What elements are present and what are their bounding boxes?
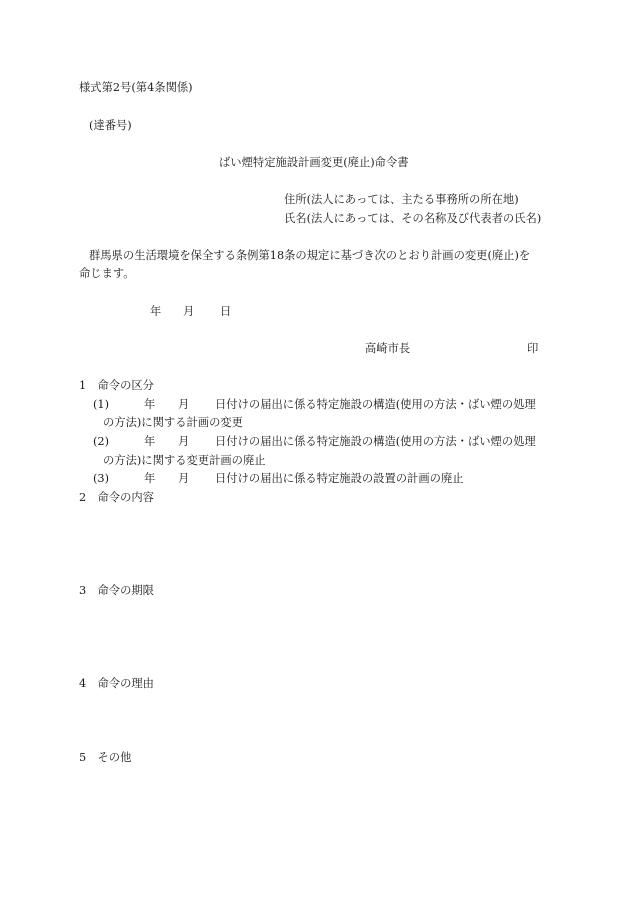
- form-number: 様式第2号(第4条関係): [79, 81, 193, 94]
- section-2-heading: 2 命令の内容: [79, 491, 154, 504]
- item-year: 年: [144, 472, 156, 485]
- item-number: (2): [93, 435, 110, 448]
- issuer-title: 高崎市長: [365, 342, 411, 355]
- item-month: 月: [178, 435, 190, 448]
- item-text-line-1: 日付けの届出に係る特定施設の構造(使用の方法・ばい煙の処理: [215, 398, 536, 411]
- serial-number: (達番号): [89, 119, 132, 132]
- date-year: 年: [150, 305, 162, 318]
- document-title: ばい煙特定施設計画変更(廃止)命令書: [219, 156, 409, 169]
- addressee-name-label: 氏名(法人にあっては、その名称及び代表者の氏名): [284, 212, 542, 225]
- item-number: (1): [93, 398, 110, 411]
- date-day: 日: [220, 305, 232, 318]
- date-month: 月: [183, 305, 195, 318]
- item-text-line-2: の方法)に関する計画の変更: [103, 416, 243, 429]
- section-5-heading: 5 その他: [79, 751, 132, 764]
- seal-mark: 印: [527, 342, 539, 355]
- section-3-heading: 3 命令の期限: [79, 584, 154, 597]
- item-text-line-1: 日付けの届出に係る特定施設の設置の計画の廃止: [215, 472, 464, 485]
- addressee-address-label: 住所(法人にあっては、主たる事務所の所在地): [284, 193, 519, 206]
- body-text-line-1: 群馬県の生活環境を保全する条例第18条の規定に基づき次のとおり計画の変更(廃止)を: [89, 249, 531, 262]
- item-month: 月: [178, 472, 190, 485]
- item-text-line-1: 日付けの届出に係る特定施設の構造(使用の方法・ばい煙の処理: [215, 435, 536, 448]
- item-number: (3): [93, 472, 110, 485]
- body-text-line-2: 命じます。: [79, 267, 135, 280]
- item-month: 月: [178, 398, 190, 411]
- section-4-heading: 4 命令の理由: [79, 677, 154, 690]
- section-1-heading: 1 命令の区分: [79, 379, 154, 392]
- item-year: 年: [144, 398, 156, 411]
- item-text-line-2: の方法)に関する変更計画の廃止: [103, 454, 266, 467]
- item-year: 年: [144, 435, 156, 448]
